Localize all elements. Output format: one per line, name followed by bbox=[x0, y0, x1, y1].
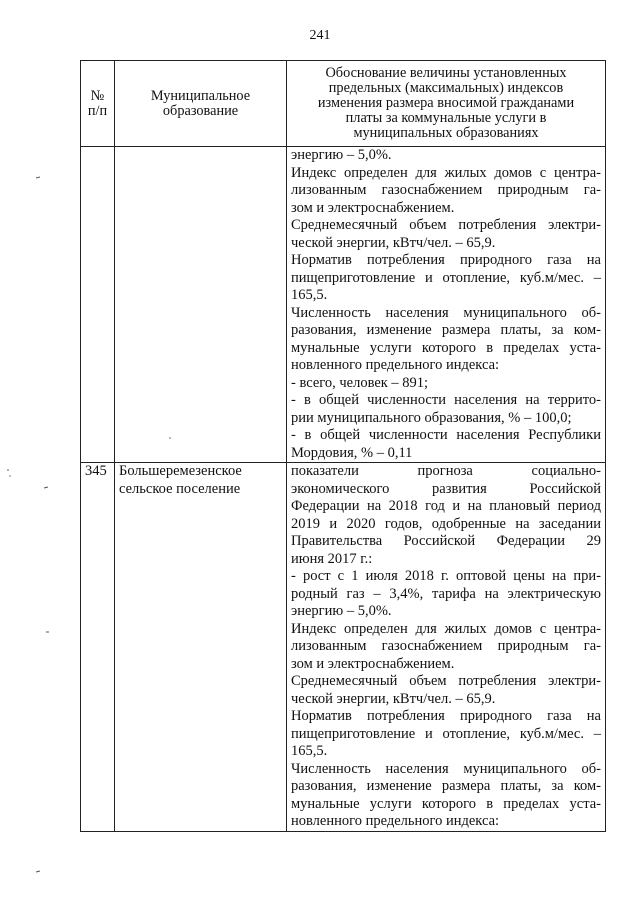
basis-text-line: родный газ – 3,4%, тарифа на электрическую bbox=[291, 585, 601, 602]
basis-text-line: разования, изменение размера платы, за ком- bbox=[291, 322, 601, 338]
basis-text-line: 165,5. bbox=[291, 743, 328, 759]
basis-text-line: ческой энергии, кВтч/чел. – 65,9. bbox=[291, 690, 496, 707]
scan-speck bbox=[169, 437, 171, 439]
header-basis-line: предельных (максимальных) индексов bbox=[328, 80, 564, 96]
basis-text-line: лизованным газоснабжением природным га- bbox=[291, 182, 601, 198]
basis-text-line: Численность населения муниципального об- bbox=[291, 304, 601, 321]
basis-text-line: Мордовия, % – 0,11 bbox=[291, 444, 413, 461]
municipality-name-line: сельское поселение bbox=[119, 480, 241, 497]
basis-text-line: новленного предельного индекса: bbox=[291, 813, 500, 829]
header-basis-line: Обоснование величины установленных bbox=[325, 65, 567, 81]
basis-text-line: 165,5. bbox=[291, 287, 328, 303]
header-no-line: п/п bbox=[87, 102, 108, 119]
basis-text-line: мунальные услуги которого в пределах уста- bbox=[291, 795, 601, 812]
basis-text-line: Индекс определен для жилых домов с центра- bbox=[291, 164, 601, 181]
basis-text-line: пищеприготовление и отопление, куб.м/мес. – bbox=[291, 725, 601, 742]
basis-text-line: пищеприготовление и отопление, куб.м/мес. – bbox=[291, 269, 601, 286]
header-basis-line: изменения размера вносимой гражданами bbox=[317, 95, 575, 111]
basis-text-line: Норматив потребления природного газа на bbox=[291, 708, 601, 724]
basis-text-line: зом и электроснабжением. bbox=[291, 655, 455, 672]
basis-text-line: - всего, человек – 891; bbox=[291, 374, 429, 391]
basis-text-line: Среднемесячный объем потребления электри- bbox=[291, 673, 601, 689]
municipality-name-line: Большеремезенское bbox=[119, 463, 242, 479]
basis-text-line: экономического развития Российской bbox=[291, 480, 601, 497]
basis-text-line: лизованным газоснабжением природным га- bbox=[291, 638, 601, 654]
basis-text-line: - в общей численности населения Республики bbox=[291, 427, 601, 443]
basis-text-line: рии муниципального образования, % – 100,0; bbox=[291, 409, 572, 426]
basis-text-line: Индекс определен для жилых домов с центра- bbox=[291, 620, 601, 637]
basis-text-line: Правительства Российской Федерации 29 bbox=[291, 533, 601, 549]
basis-text-line: энергию – 5,0%. bbox=[291, 147, 392, 163]
basis-text-line: ческой энергии, кВтч/чел. – 65,9. bbox=[291, 234, 496, 251]
basis-text-line: показатели прогноза социально- bbox=[291, 463, 601, 479]
page-number: 241 bbox=[309, 28, 331, 43]
scan-speck bbox=[9, 475, 11, 477]
basis-text-line: июня 2017 г.: bbox=[291, 550, 373, 567]
header-basis-line: муниципальных образованиях bbox=[353, 125, 539, 141]
basis-text-line: Численность населения муниципального об- bbox=[291, 760, 601, 777]
header-basis-line: платы за коммунальные услуги в bbox=[345, 110, 547, 126]
header-no-line: № bbox=[90, 87, 105, 104]
scan-speck bbox=[36, 177, 40, 178]
basis-text-line: энергию – 5,0%. bbox=[291, 603, 392, 619]
basis-text-line: - рост с 1 июля 2018 г. оптовой цены на при- bbox=[291, 568, 601, 584]
header-name-line: Муниципальное bbox=[150, 87, 251, 104]
scan-speck bbox=[7, 469, 9, 471]
basis-text-line: Среднемесячный объем потребления электри- bbox=[291, 217, 601, 233]
basis-text-line: мунальные услуги которого в пределах уста- bbox=[291, 339, 601, 356]
basis-text-line: Федерации на 2018 год и на плановый период bbox=[291, 498, 601, 514]
scan-speck bbox=[44, 487, 48, 488]
row-number-cell: 345 bbox=[81, 463, 115, 832]
basis-text-line: - в общей численности населения на террито- bbox=[291, 392, 601, 408]
basis-text-line: зом и электроснабжением. bbox=[291, 199, 455, 216]
basis-text-line: Норматив потребления природного газа на bbox=[291, 252, 601, 268]
basis-text-line: 2019 и 2020 годов, одобренные на заседании bbox=[291, 515, 601, 532]
scan-speck bbox=[36, 871, 40, 872]
basis-text-line: новленного предельного индекса: bbox=[291, 357, 500, 373]
header-name-line: образование bbox=[162, 102, 239, 119]
basis-text-line: разования, изменение размера платы, за ком- bbox=[291, 778, 601, 794]
